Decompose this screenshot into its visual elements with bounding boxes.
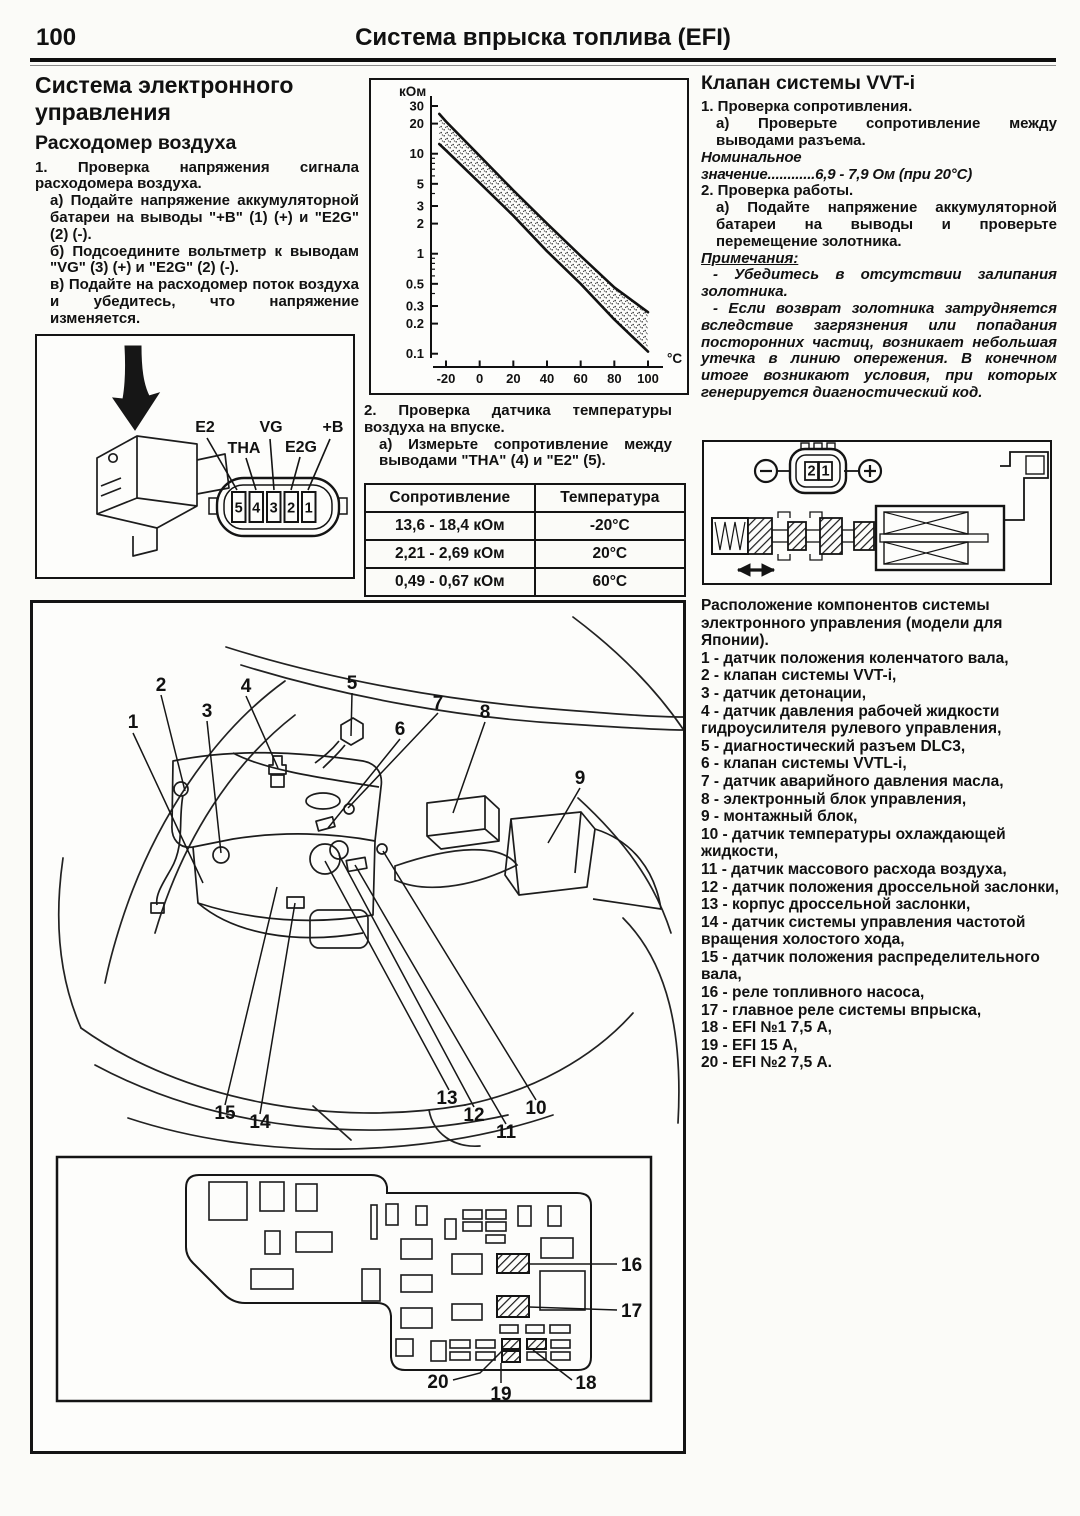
callout-4: 4 [240,676,252,697]
callout-5: 5 [346,673,358,694]
fuse-19 [502,1351,520,1362]
valve-pin-1: 1 [821,463,830,480]
callout-6: 6 [394,719,406,740]
col-temperature: Температура [535,484,685,512]
callout-3: 3 [201,701,213,722]
svg-text:5: 5 [416,176,424,192]
pin-number: 1 [304,500,313,517]
svg-text:60: 60 [573,371,588,386]
callout-20: 20 [427,1372,449,1393]
valve-pin-2: 2 [807,463,816,480]
step-1: 1. Проверка напряжения сигнала расходомера воздуха. [35,158,359,193]
pin-label-e2g: E2G [284,439,318,456]
vvt-step-2: 2. Проверка работы. [701,182,854,200]
component-item: 1 - датчик положения коленчатого вала, [701,649,1009,667]
section-vvt-valve [701,72,1057,402]
component-item: 2 - клапан системы VVT-i, [701,667,897,685]
efi-main-relay-17 [497,1296,529,1317]
callout-18: 18 [575,1373,597,1394]
component-item: 3 - датчик детонации, [701,684,867,702]
component-location-figure [30,600,686,1454]
table-row [365,512,685,540]
vvt-valve-figure [702,440,1052,585]
step-2: 2. Проверка датчика температуры воздуха на впуске. [364,402,672,436]
resistance-value: 2,21 - 2,69 кОм [365,540,535,568]
table-row [365,540,685,568]
pin-number: 2 [287,500,296,517]
component-item: 19 - EFI 15 А, [701,1036,798,1054]
pin-label-vg: VG [259,419,283,436]
step-1v: в) Подайте на расходомер поток воздуха и убедитесь, что напряжение изменяется. [50,276,359,327]
callout-15: 15 [214,1103,236,1124]
pin-number: 4 [252,500,261,517]
svg-text:20: 20 [506,371,521,386]
component-item: 7 - датчик аварийного давления масла, [701,772,1004,790]
intake-sensor-check [364,403,672,470]
engine-bay-drawing [33,603,683,1451]
fuse-18 [527,1339,546,1349]
component-item: 15 - датчик положения распределительного вала, [701,948,1040,984]
nominal-value: значение............6,9 - 7,9 Ом (при 20°C) [701,165,973,183]
vvt-step-1: 1. Проверка сопротивления. [701,98,913,116]
header-rule-shadow [30,65,1056,66]
callout-11: 11 [495,1122,517,1143]
svg-text:0.3: 0.3 [405,298,424,314]
fuel-pump-relay-16 [497,1254,529,1273]
pin-label-tha: THA [227,440,261,457]
svg-text:0.1: 0.1 [405,346,424,362]
callout-2: 2 [155,675,167,696]
resistance-temperature-chart [371,80,687,393]
section-electronic-control [35,72,359,328]
component-item: 9 - монтажный блок, [701,808,858,826]
svg-text:100: 100 [637,371,659,386]
step-1a: а) Подайте напряжение аккумуляторной батареи на выводы "+B" (1) (+) и "E2G" (2) (-). [50,192,359,243]
svg-text:0: 0 [476,371,484,386]
svg-text:30: 30 [409,98,424,114]
table-body [365,512,685,596]
component-item: 12 - датчик положения дроссельной заслонки, [701,878,1059,896]
page-title: Система впрыска топлива (EFI) [355,24,731,51]
component-item: 6 - клапан системы VVTL-i, [701,755,907,773]
svg-text:2: 2 [416,216,424,232]
callout-leader-lines [133,693,580,1124]
component-list-intro: Расположение компонентов системы электронного управления (модели для Японии). [701,597,1003,650]
svg-text:1: 1 [416,246,424,262]
callout-17: 17 [621,1301,643,1322]
svg-text:3: 3 [416,198,424,214]
svg-text:°C: °C [667,351,683,366]
callout-9: 9 [574,768,586,789]
component-items [701,650,1061,1072]
component-item: 11 - датчик массового расхода воздуха, [701,860,1007,878]
resistance-table [364,483,686,597]
section-heading: Система электронного управления [35,72,294,126]
vvt-heading: Клапан системы VVT-i [701,72,916,94]
page-number: 100 [36,24,77,51]
svg-text:40: 40 [539,371,555,386]
callout-14: 14 [249,1112,271,1133]
component-item: 17 - главное реле системы впрыска, [701,1001,982,1019]
header-rule [30,58,1056,62]
svg-text:10: 10 [409,146,424,162]
pin-label-e2: E2 [195,419,215,436]
maf-sensor-art [97,436,229,556]
svg-text:20: 20 [409,116,424,132]
step-1b: б) Подсоедините вольтметр к выводам "VG" (3) (+) и "E2G" (2) (-). [50,242,359,277]
resistance-value: 13,6 - 18,4 кОм [365,512,535,540]
resistance-value: 0,49 - 0,67 кОм [365,568,535,596]
double-arrow-icon [738,564,774,576]
svg-text:0.5: 0.5 [405,276,424,292]
svg-text:0.2: 0.2 [405,316,424,332]
airflow-meter-drawing [37,336,353,577]
airflow-meter-figure [35,334,355,579]
svg-text:80: 80 [607,371,622,386]
valve-connector-art [755,443,881,493]
car-body-art [59,617,683,1149]
fusebox-art [57,1157,651,1405]
fuse-20 [502,1339,520,1349]
component-item: 4 - датчик давления рабочей жидкости гидроусилителя рулевого управления, [701,702,1002,738]
fuse-leader-lines [453,1264,617,1383]
callout-1: 1 [127,712,139,733]
engine-components-art [151,718,661,938]
subsection-heading: Расходомер воздуха [35,132,237,155]
step-2a: а) Измерьте сопротивление между выводами "THA" (4) и "E2" (5). [379,435,672,470]
engine-callouts [128,673,586,1143]
vvt-step-1a: а) Проверьте сопротивление между выводами разъема. [716,115,1057,150]
callout-13: 13 [436,1088,458,1109]
component-item: 13 - корпус дроссельной заслонки, [701,896,971,914]
callout-8: 8 [479,702,491,723]
component-item: 18 - EFI №1 7,5 А, [701,1019,832,1037]
callout-10: 10 [525,1098,547,1119]
notes-title: Примечания: [701,249,799,267]
note-2: - Если возврат золотника затрудняется вследствие загрязнения или попадания посторонних частиц, возникает небольшая утечка в линию опережения. В конечном итоге возникают условия, при которых генерируется диагностический код. [701,299,1057,401]
component-item: 5 - диагностический разъем DLC3, [701,737,966,755]
svg-text:кОм: кОм [399,84,427,99]
component-item: 8 - электронный блок управления, [701,790,967,808]
vvt-valve-drawing [704,442,1050,583]
component-item: 10 - датчик температуры охлаждающей жидкости, [701,825,1006,861]
temperature-value: -20°C [535,512,685,540]
pin-number: 5 [234,500,243,517]
resistance-table-wrap [364,483,686,597]
component-item: 16 - реле топливного насоса, [701,984,925,1002]
svg-text:-20: -20 [436,371,456,386]
temperature-value: 60°C [535,568,685,596]
pin-labels [195,419,343,457]
callout-16: 16 [621,1255,643,1276]
vvt-step-2a: а) Подайте напряжение аккумуляторной батареи на выводы и проверьте перемещение золотника. [716,199,1057,250]
table-row [365,568,685,596]
component-item: 20 - EFI №2 7,5 А. [701,1054,832,1072]
down-arrow-icon [113,346,159,430]
pin-number: 3 [269,500,278,517]
temperature-value: 20°C [535,540,685,568]
table-header-row [365,484,685,512]
nominal-label: Номинальное [701,148,802,166]
callout-7: 7 [432,693,444,714]
component-item: 14 - датчик системы управления частотой вращения холостого хода, [701,913,1026,949]
callout-12: 12 [463,1105,485,1126]
callout-19: 19 [490,1384,512,1405]
component-list [701,597,1061,1072]
resistance-chart-figure [369,78,689,395]
note-1: - Убедитесь в отсутствии залипания золотника. [701,266,1057,301]
pin-label-plus-b: +B [322,419,344,436]
col-resistance: Сопротивление [365,484,535,512]
